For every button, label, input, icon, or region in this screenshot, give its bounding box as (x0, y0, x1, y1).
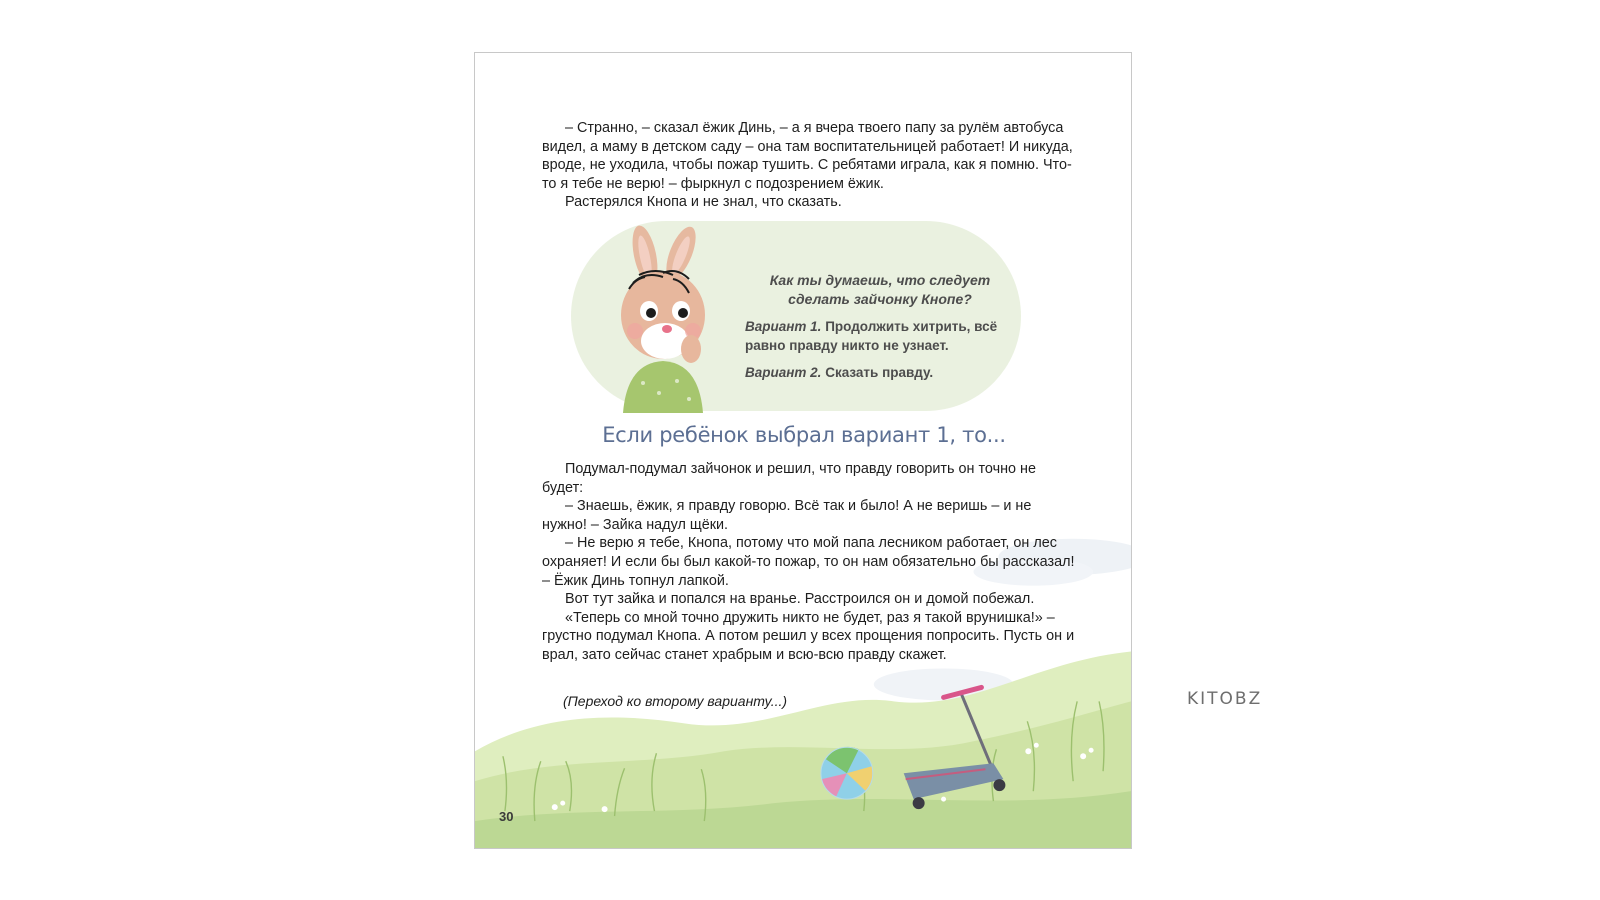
story-paragraph: – Не верю я тебе, Кнопа, потому что мой папа лесником работает, он лес охраняет! И если бы был какой-то пожар, то он нам обязательно бы рассказал! – Ёжик Динь топнул лапкой. (542, 535, 1075, 589)
intro-text (542, 119, 1077, 212)
story-paragraph: Подумал-подумал зайчонок и решил, что правду говорить он точно не будет: (542, 461, 1036, 496)
option-2 (745, 363, 1015, 382)
intro-paragraph: Растерялся Кнопа и не знал, что сказать. (565, 194, 842, 211)
watermark-logo: KITOBZ (1187, 689, 1263, 709)
story-paragraph: Вот тут зайка и попался на вранье. Расстроился он и домой побежал. (565, 591, 1035, 608)
section-heading: Если ребёнок выбрал вариант 1, то... (602, 423, 1006, 447)
option-1 (745, 317, 1015, 355)
option-1-text: Продолжить хитрить, всё равно правду никто не узнает. (745, 319, 998, 353)
question-text: Как ты думаешь, что следует сделать зайчонку Кнопе? (769, 272, 991, 307)
intro-paragraph: – Странно, – сказал ёжик Динь, – а я вчера твоего папу за рулём автобуса видел, а маму в детском саду – она там воспитательницей работает! И никуда, вроде, не уходила, чтобы пожар тушить. С ребятами играла, как я помню. Что-то я тебе не верю! – фыркнул с подозрением ёжик. (542, 120, 1073, 192)
story-paragraph: – Знаешь, ёжик, я правду говорю. Всё так и было! А не веришь – и не нужно! – Зайка надул щёки. (542, 498, 1032, 533)
bunny-illustration (593, 223, 733, 413)
option-1-label: Вариант 1. (745, 319, 822, 334)
story-text (542, 460, 1077, 665)
question-text-block (745, 271, 1015, 390)
option-2-label: Вариант 2. (745, 365, 822, 380)
ball-illustration (821, 747, 873, 799)
option-2-text: Сказать правду. (825, 365, 934, 380)
book-page (474, 52, 1132, 849)
story-paragraph: «Теперь со мной точно дружить никто не будет, раз я такой врунишка!» – грустно подумал Кнопа. А потом решил у всех прощения попросить. Пусть он и врал, зато сейчас станет храбрым и всю-всю правду скажет. (542, 609, 1075, 663)
page-number: 30 (499, 809, 514, 824)
transition-note: (Переход ко второму варианту...) (563, 693, 788, 709)
